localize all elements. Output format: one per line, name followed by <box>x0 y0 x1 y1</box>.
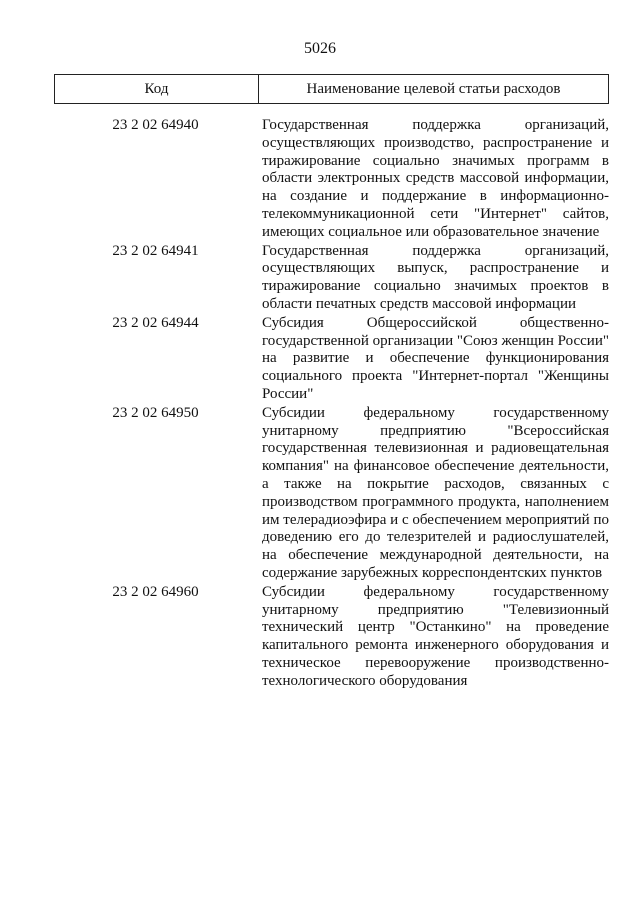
row-code: 23 2 02 64944 <box>112 314 199 331</box>
column-header-code: Код <box>55 75 259 103</box>
table-row <box>54 117 609 242</box>
row-name: Субсидия Общероссийской общественно-государственной организации "Союз женщин России" на развитие и обеспечение функционирования социального проекта "Интернет-портал "Женщины России" <box>262 314 609 402</box>
page-number: 5026 <box>304 40 336 57</box>
row-name: Государственная поддержка организаций, осуществляющих выпуск, распространение и тиражирование социально значимых проектов в области печатных средств массовой информации <box>262 242 609 312</box>
row-name: Субсидии федеральному государственному унитарному предприятию "Телевизионный технический центр "Останкино" на проведение капитального ремонта инженерного оборудования и техническое перевооружение производственно-технологического оборудования <box>262 583 609 689</box>
row-code: 23 2 02 64941 <box>112 242 199 259</box>
table-row <box>54 315 609 404</box>
row-code: 23 2 02 64950 <box>112 404 199 421</box>
row-name: Субсидии федеральному государственному унитарному предприятию "Всероссийская государственная телевизионная и радиовещательная компания" на финансовое обеспечение деятельности, а также на покрытие расходов, связанных с производством программного продукта, наполнением им телерадиоэфира и с обеспечением мероприятий по доведению его до телезрителей и радиослушателей, на обеспечение международной деятельности, на содержание зарубежных корреспондентских пунктов <box>262 404 609 581</box>
row-code: 23 2 02 64960 <box>112 583 199 600</box>
table-body <box>54 117 609 691</box>
table-row <box>54 405 609 583</box>
table-row <box>54 584 609 691</box>
row-name: Государственная поддержка организаций, осуществляющих производство, распространение и тиражирование социально значимых программ в области электронных средств массовой информации, на создание и поддержание в информационно-телекоммуникационной сети "Интернет" сайтов, имеющих социальное или образовательное значение <box>262 117 609 240</box>
table-row <box>54 243 609 314</box>
column-header-name: Наименование целевой статьи расходов <box>306 80 561 97</box>
table-header <box>54 74 609 104</box>
row-code: 23 2 02 64940 <box>112 117 199 133</box>
